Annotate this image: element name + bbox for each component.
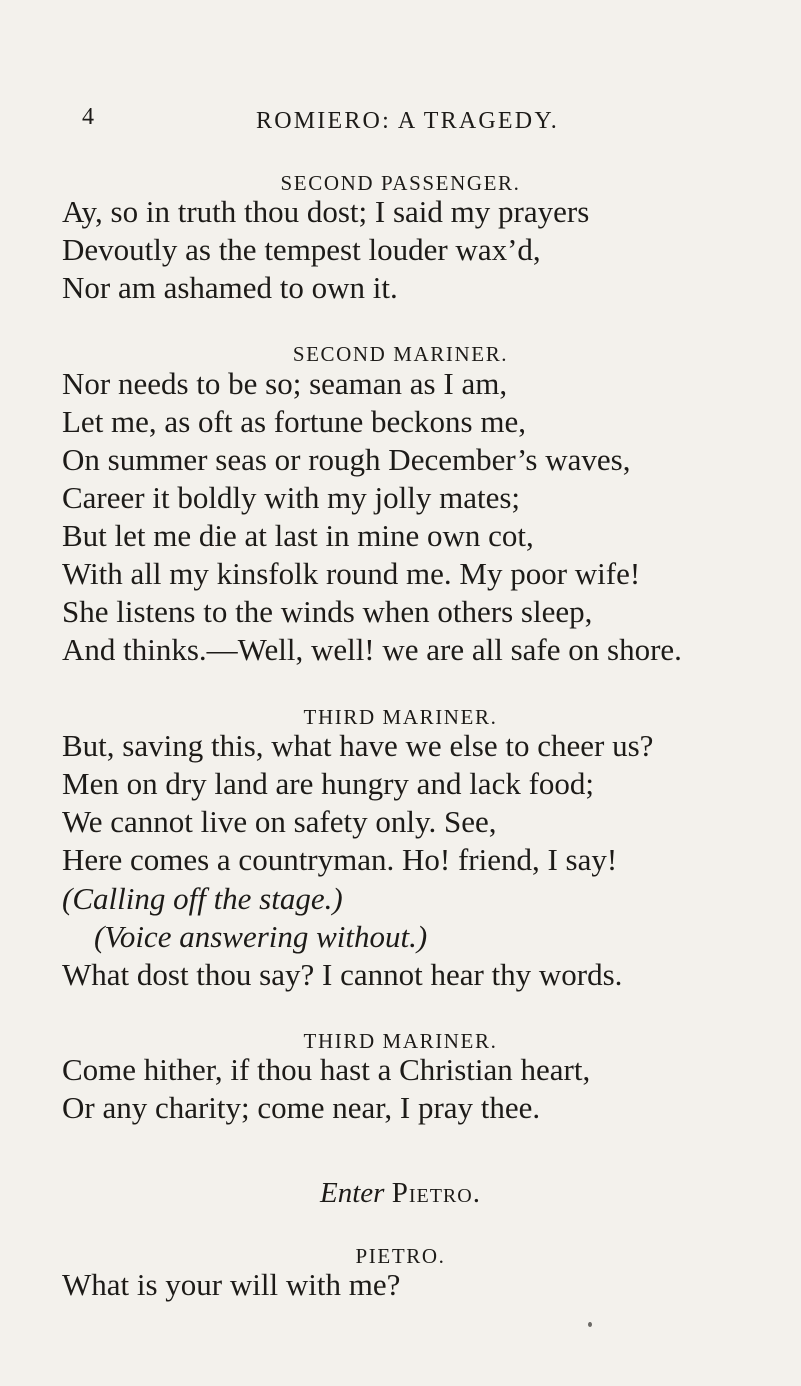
speaker-pietro: PIETRO. xyxy=(355,1244,446,1268)
running-head xyxy=(0,104,801,136)
page-number: 4 xyxy=(82,104,95,130)
verse-line: Devoutly as the tempest louder wax’d, xyxy=(62,232,541,267)
verse-line: Ay, so in truth thou dost; I said my prayers xyxy=(62,194,590,229)
speaker-second-passenger: SECOND PASSENGER. xyxy=(280,171,521,195)
stage-direction: (Calling off the stage.) xyxy=(62,881,343,916)
verse-line: Here comes a countryman. Ho! friend, I say! xyxy=(62,842,618,877)
stage-direction: (Voice answering without.) xyxy=(94,919,428,954)
speaker-third-mariner: THIRD MARINER. xyxy=(303,705,498,729)
verse-line: But let me die at last in mine own cot, xyxy=(62,518,534,553)
running-title: ROMIERO: A TRAGEDY. xyxy=(256,108,559,134)
verse-line: What is your will with me? xyxy=(62,1267,401,1302)
verse-line: And thinks.—Well, well! we are all safe on shore. xyxy=(62,632,682,667)
entrance-character: Pietro. xyxy=(391,1177,481,1209)
verse-line: Nor needs to be so; seaman as I am, xyxy=(62,366,508,401)
verse-line: Career it boldly with my jolly mates; xyxy=(62,480,521,515)
verse-line: But, saving this, what have we else to cheer us? xyxy=(62,728,654,763)
verse-line: Or any charity; come near, I pray thee. xyxy=(62,1090,541,1125)
verse-line: Nor am ashamed to own it. xyxy=(62,270,398,305)
paper-speck xyxy=(588,1322,592,1327)
verse-line: Let me, as oft as fortune beckons me, xyxy=(62,404,526,439)
speaker-second-mariner: SECOND MARINER. xyxy=(292,342,509,366)
speaker-third-mariner-second: THIRD MARINER. xyxy=(303,1029,498,1053)
verse-line: What dost thou say? I cannot hear thy words. xyxy=(62,957,623,992)
verse-line: On summer seas or rough December’s waves, xyxy=(62,442,631,477)
entrance-enter: Enter xyxy=(320,1177,385,1209)
verse-line: She listens to the winds when others sleep, xyxy=(62,594,593,629)
verse-line: Men on dry land are hungry and lack food; xyxy=(62,766,595,801)
entrance-direction xyxy=(0,1177,801,1210)
verse-line: We cannot live on safety only. See, xyxy=(62,804,497,839)
verse-line: Come hither, if thou hast a Christian heart, xyxy=(62,1052,591,1087)
verse-line: With all my kinsfolk round me. My poor wife! xyxy=(62,556,641,591)
